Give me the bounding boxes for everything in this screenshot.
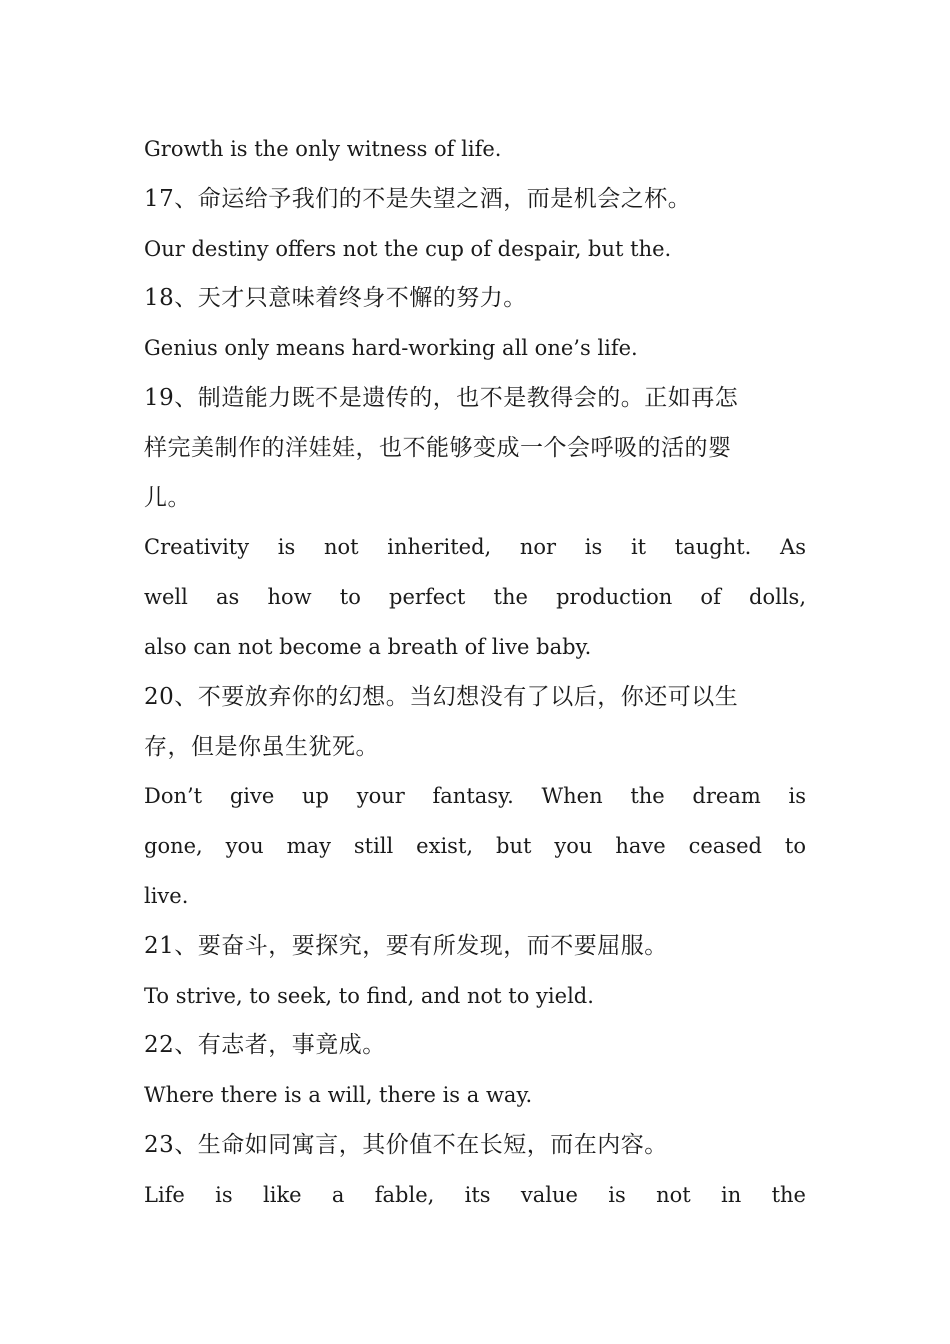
english-text-line: Genius only means hard-working all one’s life.: [144, 336, 638, 361]
chinese-text-line: 22、有志者，事竟成。: [144, 1032, 386, 1059]
chinese-text-line: 21、要奋斗，要探究，要有所发现，而不要屈服。: [144, 932, 668, 959]
english-text-line: Don’t give up your fantasy. When the dream is: [144, 784, 806, 809]
english-text-line: gone, you may still exist, but you have ceased to: [144, 834, 806, 859]
english-text-line: Growth is the only witness of life.: [144, 137, 502, 161]
english-text-line: Creativity is not inherited, nor is it taught. As: [144, 535, 806, 560]
chinese-text-line: 17、命运给予我们的不是失望之酒，而是机会之杯。: [144, 185, 692, 212]
chinese-text-line: 儿。: [144, 484, 191, 511]
english-text-line: Where there is a will, there is a way.: [144, 1083, 533, 1108]
english-text-line: well as how to perfect the production of dolls,: [144, 585, 806, 610]
english-text-line: To strive, to seek, to find, and not to yield.: [144, 983, 594, 1008]
chinese-text-line: 20、不要放弃你的幻想。当幻想没有了以后，你还可以生: [144, 683, 739, 710]
chinese-text-line: 18、天才只意味着终身不懈的努力。: [144, 285, 527, 312]
english-text-line: live.: [144, 883, 189, 908]
english-text-line: Life is like a fable, its value is not in the: [144, 1182, 806, 1207]
chinese-text-line: 存，但是你虽生犹死。: [144, 733, 379, 760]
document-page: [144, 125, 806, 1221]
english-text-line: Our destiny offers not the cup of despair, but the.: [144, 236, 672, 261]
chinese-text-line: 23、生命如同寓言，其价值不在长短，而在内容。: [144, 1131, 668, 1158]
chinese-text-line: 19、制造能力既不是遗传的，也不是教得会的。正如再怎: [144, 384, 739, 411]
english-text-line: also can not become a breath of live baby.: [144, 634, 592, 659]
chinese-text-line: 样完美制作的洋娃娃，也不能够变成一个会呼吸的活的婴: [144, 434, 732, 461]
